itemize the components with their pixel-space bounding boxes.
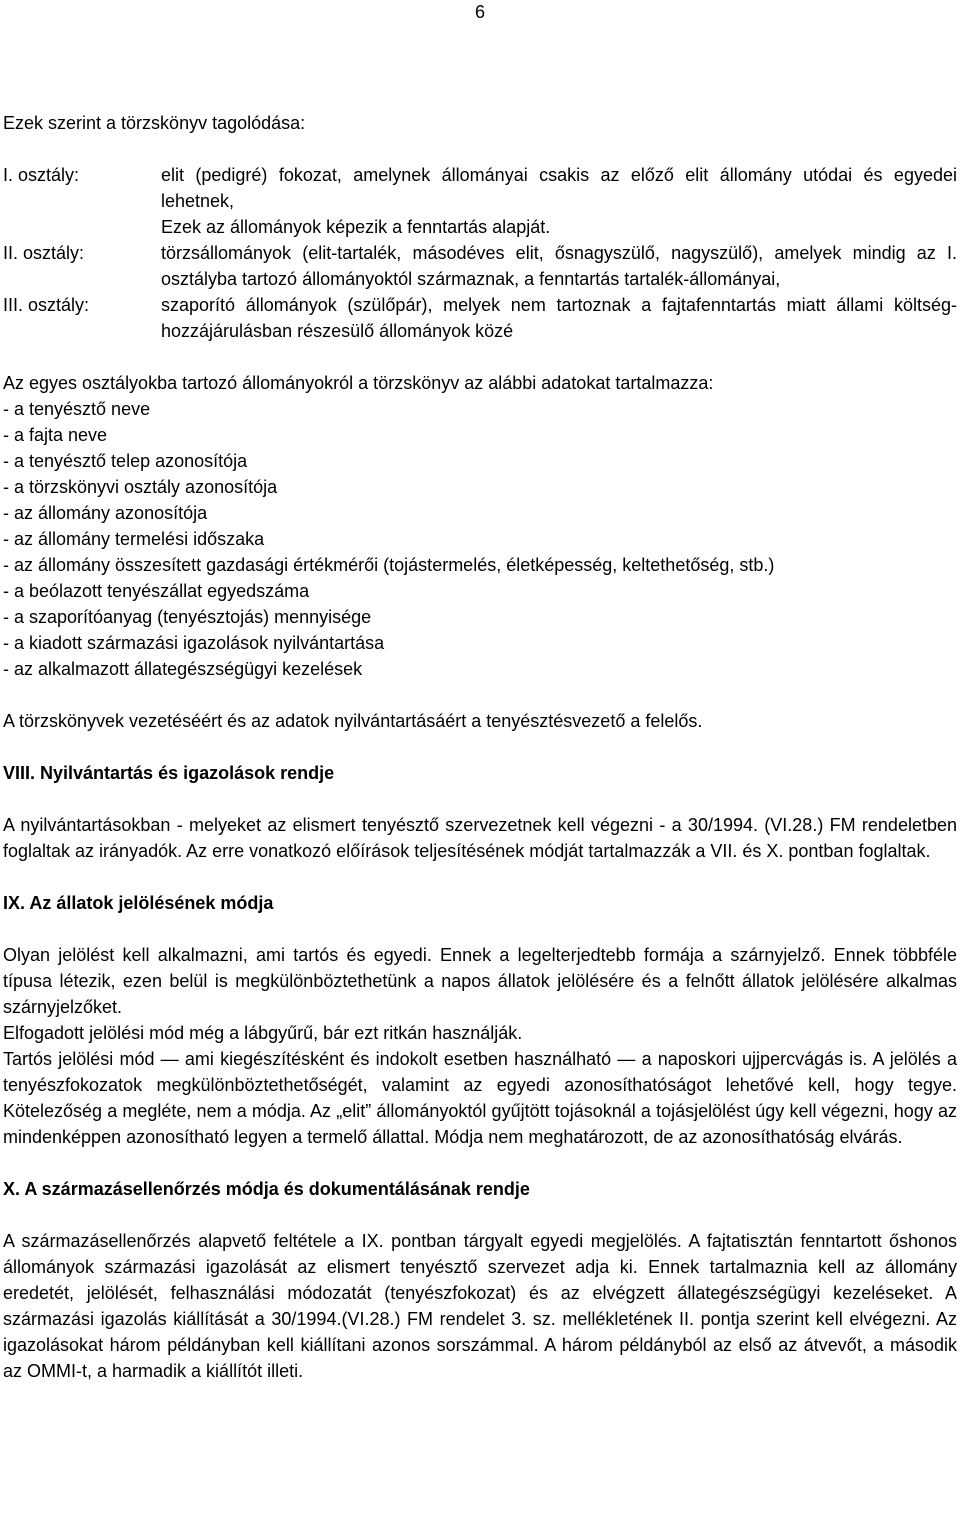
list-item: - a kiadott származási igazolások nyilvántartása bbox=[3, 633, 385, 653]
section-ix-paragraph: Olyan jelölést kell alkalmazni, ami tartós és egyedi. Ennek a legelterjedtebb formája a szárnyjelző. Ennek többféle típusa létezik, ezen belül is megkülönböztethetünk a napos állatok jelölésére és a felnőtt állatok jelölésére alkalmas szárnyjelzőket. bbox=[3, 945, 957, 1017]
class-label: II. osztály: bbox=[3, 243, 85, 263]
class-label: III. osztály: bbox=[3, 295, 90, 315]
class-description-line: elit (pedigré) fokozat, amelynek állományai csakis az előző elit állomány utódai és egyedei lehetnek, bbox=[161, 165, 957, 211]
list-item: - az állomány termelési időszaka bbox=[3, 529, 265, 549]
class-row-iii bbox=[3, 292, 957, 344]
register-contents bbox=[3, 370, 957, 682]
document-body bbox=[3, 110, 957, 1384]
list-item: - a tenyésztő neve bbox=[3, 399, 151, 419]
class-description-line: szaporító állományok (szülőpár), melyek nem tartoznak a fajtafenntartás miatt állami költség-hozzájárulásban részesülő állományok közé bbox=[161, 295, 957, 341]
section-viii-heading: VIII. Nyilvántartás és igazolások rendje bbox=[3, 763, 335, 783]
class-description-line: törzsállományok (elit-tartalék, másodéves elit, ősnagyszülő, nagyszülő), amelyek mindig az I. osztályba tartozó állományoktól származnak, a fenntartás tartalék-állományai, bbox=[161, 243, 957, 289]
list-item: - a beólazott tenyészállat egyedszáma bbox=[3, 581, 310, 601]
list-item: - a tenyésztő telep azonosítója bbox=[3, 451, 248, 471]
list-item: - a szaporítóanyag (tenyésztojás) mennyisége bbox=[3, 607, 372, 627]
section-viii-text: A nyilvántartásokban - melyeket az elismert tenyésztő szervezetnek kell végezni - a 30/1994. (VI.28.) FM rendeletben foglaltak az irányadók. Az erre vonatkozó előírások teljesítésének módját tartalmazzák a VII. és X. pontban foglaltak. bbox=[3, 815, 957, 861]
list-item: - az állomány azonosítója bbox=[3, 503, 208, 523]
section-ix-paragraph: Tartós jelölési mód — ami kiegészítésként és indokolt esetben használható — a naposkori ujjpercvágás is. A jelölés a tenyészfokozatok megkülönböztethetőségét, valamint az egyedi azonosíthatóságot lehetővé kell, hogy tegye. Kötelezőség a megléte, nem a módja. Az „elit” állományoktól gyűjtött tojásoknál a tojásjelölést úgy kell végezni, hogy az mindenképpen azonosítható legyen a termelő állattal. Módja nem meghatározott, de az azonosíthatóság elvárás. bbox=[3, 1049, 957, 1147]
list-item: - a törzskönyvi osztály azonosítója bbox=[3, 477, 278, 497]
list-item: - az alkalmazott állategészségügyi kezelések bbox=[3, 659, 363, 679]
class-label: I. osztály: bbox=[3, 165, 80, 185]
list-item: - a fajta neve bbox=[3, 425, 108, 445]
class-row-i bbox=[3, 162, 957, 240]
class-description bbox=[161, 240, 957, 292]
page-number: 6 bbox=[474, 2, 485, 22]
responsibility-text: A törzskönyvek vezetéséért és az adatok nyilvántartásáért a tenyésztésvezető a felelős. bbox=[3, 711, 703, 731]
register-item-list bbox=[3, 396, 957, 682]
section-ix-paragraph: Elfogadott jelölési mód még a lábgyűrű, bár ezt ritkán használják. bbox=[3, 1023, 523, 1043]
intro-text: Ezek szerint a törzskönyv tagolódása: bbox=[3, 113, 306, 133]
class-description bbox=[161, 162, 957, 240]
section-x-heading: X. A származásellenőrzés módja és dokumentálásának rendje bbox=[3, 1179, 530, 1199]
class-description-line: Ezek az állományok képezik a fenntartás alapját. bbox=[161, 217, 551, 237]
class-list bbox=[3, 162, 957, 344]
list-item: - az állomány összesített gazdasági értékmérői (tojástermelés, életképesség, keltethetőség, stb.) bbox=[3, 555, 775, 575]
class-row-ii bbox=[3, 240, 957, 292]
class-description bbox=[161, 292, 957, 344]
section-ix-heading: IX. Az állatok jelölésének módja bbox=[3, 893, 274, 913]
register-intro: Az egyes osztályokba tartozó állományokról a törzskönyv az alábbi adatokat tartalmazza: bbox=[3, 373, 714, 393]
section-x-text: A származásellenőrzés alapvető feltétele a IX. pontban tárgyalt egyedi megjelölés. A fajtatisztán fenntartott őshonos állományok származási igazolását az elismert tenyésztő szervezet adja ki. Ennek tartalmaznia kell az állomány eredetét, jelölését, felhasználási módozatát (tenyészfokozat) és az elvégzett állategészségügyi kezeléseket. A származási igazolás kiállítását a 30/1994.(VI.28.) FM rendelet 3. sz. mellékletének II. pontja szerint kell elvégezni. Az igazolásokat három példányban kell kiállítani azonos sorszámmal. A három példányból az első az átvevőt, a második az OMMI-t, a harmadik a kiállítót illeti. bbox=[3, 1231, 957, 1381]
